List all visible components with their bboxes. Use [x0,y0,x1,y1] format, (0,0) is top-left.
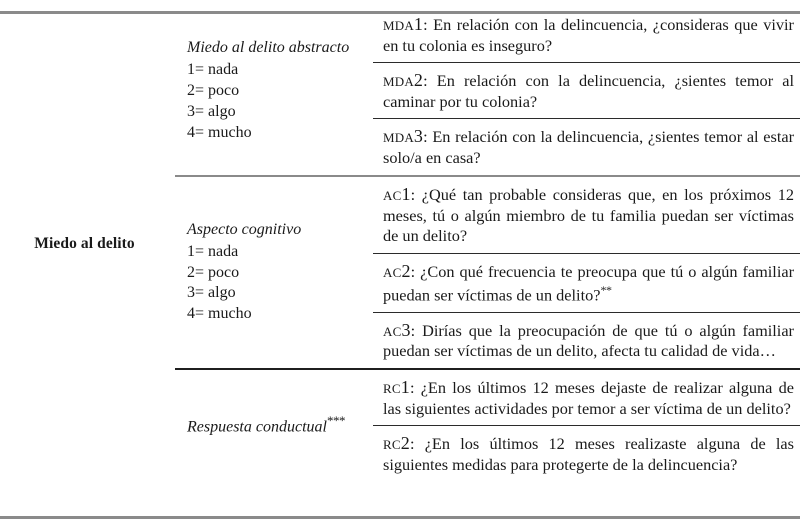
scale-level: 2= poco [187,81,240,99]
scale-list-mda [187,60,359,143]
item-mda1 [373,7,800,63]
items-cell-rc [373,370,800,481]
dimension-title-rc [187,413,359,438]
instrument-table [0,7,800,481]
dimension-title-mda [187,38,359,59]
item-code-ac2: ac2 [383,260,411,281]
item-text-mda2: En relación con la delincuencia, ¿sientes temor al caminar por tu colonia? [383,71,794,111]
item-ac2 [373,253,800,312]
scale-level: 3= algo [187,102,236,120]
item-colon: : [410,320,423,340]
item-text-ac3: Dirías que la preocupación de que tú o algún familiar puedan ser víctimas de un delito, afecta tu calidad de vida… [383,320,794,361]
item-text-rc2: ¿En los últimos 12 meses realizaste alguna de las siguientes medidas para protegerte de la delincuencia? [383,434,794,474]
dimension-cell-mda [175,7,373,175]
item-colon: : [409,377,421,397]
items-table-rc [373,370,800,481]
dimension-cell-rc [175,370,373,481]
items-table-ac [373,177,800,368]
item-row-rc2 [373,426,800,482]
items-table-mda [373,7,800,175]
item-colon: : [423,15,434,34]
item-colon: : [409,434,425,454]
item-colon: : [423,127,433,147]
item-text-rc1: ¿En los últimos 12 meses dejaste de realizar alguna de las siguientes actividades por temor a ser víctima de un delito? [383,377,794,418]
item-row-mda1 [373,7,800,63]
item-row-ac1 [373,177,800,253]
construct-label: Miedo al delito [34,235,135,253]
dimension-title-ac [187,220,359,241]
dimension-note-rc: *** [326,413,345,429]
scale-level: 1= nada [187,61,239,79]
dimension-name-mda: Miedo al delito abstracto [187,39,350,57]
dimension-name-ac: Aspecto cognitivo [187,220,302,238]
item-code-rc1: rc1 [383,376,410,397]
scale-level: 4= mucho [187,123,252,141]
item-row-mda3 [373,119,800,175]
dimension-cell-ac [175,177,373,368]
item-mda3 [373,119,800,175]
item-row-mda2 [373,63,800,119]
item-colon: : [410,185,422,205]
item-code-mda1: mda1 [383,14,424,34]
scale-level: 2= poco [187,263,240,281]
item-text-mda3: En relación con la delincuencia, ¿sientes temor al estar solo/a en casa? [383,127,794,168]
item-text-ac2: ¿Con qué frecuencia te preocupa que tú o algún familiar puedan ser víctimas de un delito? [383,261,794,305]
item-colon: : [423,71,437,91]
scale-level: 3= algo [187,284,236,302]
item-text-ac1: ¿Qué tan probable consideras que, en los próximos 12 meses, tú o algún miembro de tu familia puedan ser víctimas de un delito? [383,185,794,246]
item-mda2 [373,63,800,119]
item-code-ac1: ac1 [383,184,411,205]
scale-list-ac [187,242,359,325]
item-rc1 [373,370,800,426]
scale-level: 1= nada [187,242,239,260]
item-text-mda1: En relación con la delincuencia, ¿consideras que vivir en tu colonia es inseguro? [383,15,794,55]
items-cell-mda [373,7,800,175]
item-ac3 [373,312,800,368]
table-top-rule [0,11,800,14]
item-colon: : [410,261,421,281]
item-row-ac3 [373,312,800,368]
item-note-ac2: ** [600,282,612,297]
instrument-table-figure [0,7,800,525]
scale-level: 4= mucho [187,305,252,323]
item-code-mda2: mda2 [383,70,424,91]
item-rc2 [373,426,800,482]
item-ac1 [373,177,800,253]
item-row-rc1 [373,370,800,426]
table-row [0,7,800,175]
item-code-ac3: ac3 [383,319,411,340]
item-row-ac2 [373,253,800,312]
items-cell-ac [373,177,800,368]
item-code-rc2: rc2 [383,433,410,454]
item-code-mda3: mda3 [383,126,424,147]
dimension-name-rc: Respuesta conductual [187,418,327,436]
